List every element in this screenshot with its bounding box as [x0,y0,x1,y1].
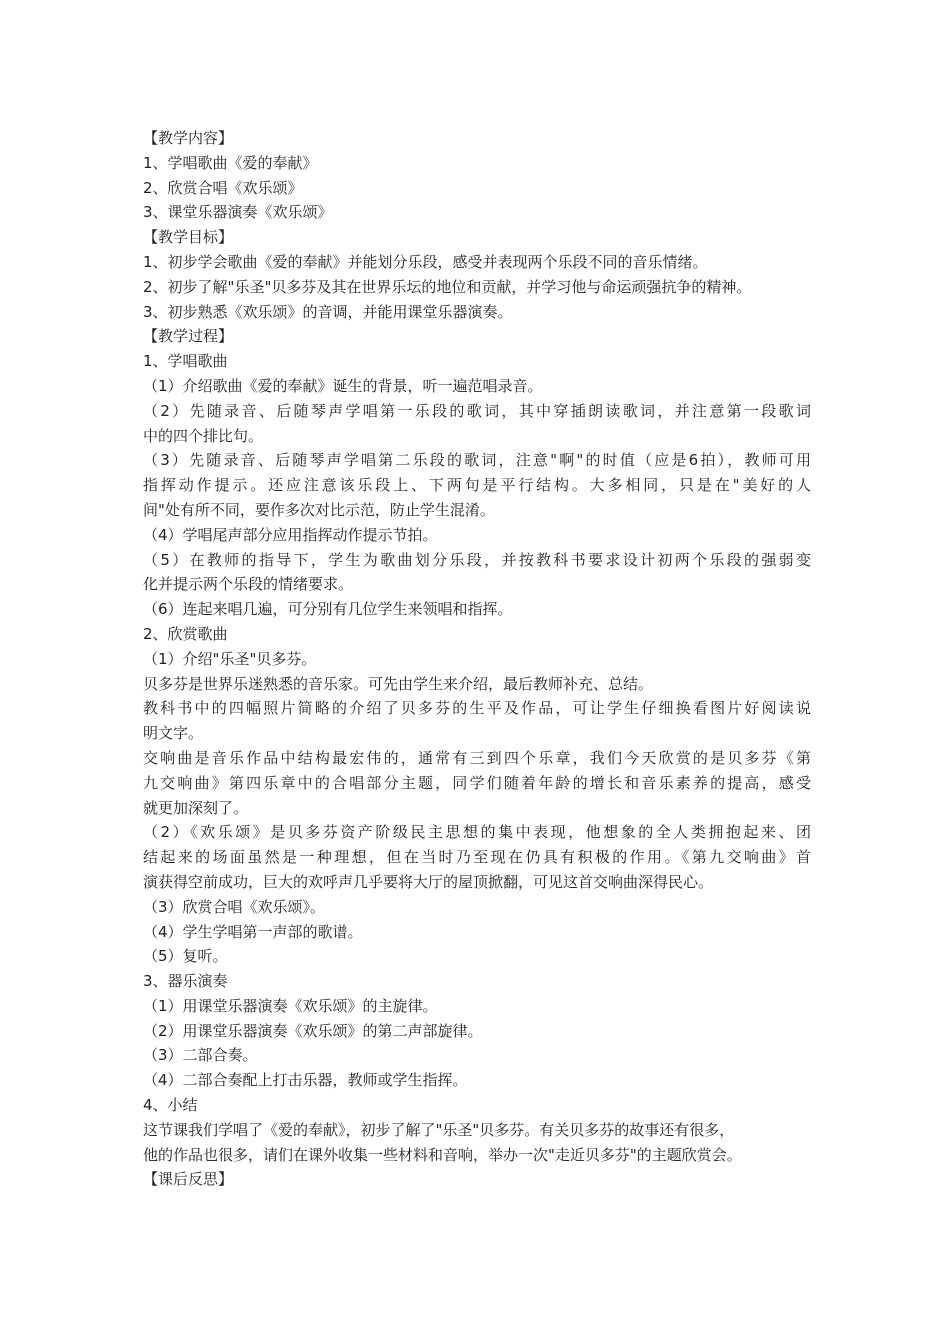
text-line: 3、初步熟悉《欢乐颂》的音调，并能用课堂乐器演奏。 [143,302,513,321]
text-line: 演获得空前成功，巨大的欢呼声几乎要将大厅的屋顶掀翻，可见这首交响曲深得民心。 [143,872,714,891]
text-line: 九交响曲》第四乐章中的合唱部分主题，同学们随着年龄的增长和音乐素养的提高，感受 [143,773,811,792]
text-line: 1、学唱歌曲《爱的奉献》 [143,153,318,172]
text-line: 【教学过程】 [143,327,234,346]
text-line: 3、课堂乐器演奏《欢乐颂》 [143,203,333,222]
text-line: 2、欣赏合唱《欢乐颂》 [143,178,303,197]
text-line: 中的四个排比句。 [143,426,264,445]
text-line: （5）在教师的指导下，学生为歌曲划分乐段，并按教科书要求设计初两个乐段的强弱变 [143,550,811,569]
text-line: 3、器乐演奏 [143,972,228,991]
text-line: 贝多芬是世界乐迷熟悉的音乐家。可先由学生来介绍，最后教师补充、总结。 [143,674,654,693]
text-line: 就更加深刻了。 [143,798,249,817]
text-line: 间"处有所不同，要作多次对比示范，防止学生混淆。 [143,500,495,519]
text-line: （3）欣赏合唱《欢乐颂》。 [143,897,326,916]
text-line: （1）介绍"乐圣"贝多芬。 [143,649,317,668]
text-line: 【教学目标】 [143,228,234,247]
text-line: （2）用课堂乐器演奏《欢乐颂》的第二声部旋律。 [143,1021,483,1040]
text-line: 结起来的场面虽然是一种理想，但在当时乃至现在仍具有积极的作用。《第九交响曲》首 [143,848,811,867]
text-line: 1、初步学会歌曲《爱的奉献》并能划分乐段，感受并表现两个乐段不同的音乐情绪。 [143,252,708,271]
text-line: （2）先随录音、后随琴声学唱第一乐段的歌词，其中穿插朗读歌词，并注意第一段歌词 [143,401,811,420]
text-line: 指挥动作提示。还应注意该乐段上、下两句是平行结构。大多相同，只是在"美好的人 [143,476,811,495]
text-line: （4）学唱尾声部分应用指挥动作提示节拍。 [143,525,438,544]
text-line: 1、学唱歌曲 [143,352,228,371]
text-line: 教科书中的四幅照片简略的介绍了贝多芬的生平及作品，可让学生仔细换看图片好阅读说 [143,699,811,718]
text-line: 他的作品也很多，请们在课外收集一些材料和音响，举办一次"走近贝多芬"的主题欣赏会。 [143,1145,742,1164]
text-line: （4）二部合奏配上打击乐器，教师或学生指挥。 [143,1071,468,1090]
text-line: （2）《欢乐颂》是贝多芬资产阶级民主思想的集中表现，他想象的全人类拥抱起来、团 [143,823,811,842]
text-line: （1）用课堂乐器演奏《欢乐颂》的主旋律。 [143,996,438,1015]
text-line: 【课后反思】 [143,1170,234,1189]
text-line: （5）复听。 [143,947,228,966]
text-line: 化并提示两个乐段的情绪要求。 [143,575,354,594]
text-line: （4）学生学唱第一声部的歌谱。 [143,922,363,941]
text-line: （3）二部合奏。 [143,1046,258,1065]
text-line: 【教学内容】 [143,129,234,147]
text-line: 交响曲是音乐作品中结构最宏伟的，通常有三到四个乐章，我们今天欣赏的是贝多芬《第 [143,748,811,767]
text-line: （3）先随录音、后随琴声学唱第二乐段的歌词，注意"啊"的时值（应是6拍），教师可用 [143,451,811,470]
text-line: 这节课我们学唱了《爱的奉献》，初步了解了"乐圣"贝多芬。有关贝多芬的故事还有很多， [143,1120,735,1139]
text-line: 明文字。 [143,724,204,743]
text-line: （1）介绍歌曲《爱的奉献》诞生的背景，听一遍范唱录音。 [143,376,543,395]
document-body [143,126,811,1192]
text-line: 2、欣赏歌曲 [143,624,228,643]
text-line: 2、初步了解"乐圣"贝多芬及其在世界乐坛的地位和贡献，并学习他与命运顽强抗争的精神。 [143,277,752,296]
text-line: 4、小结 [143,1096,198,1115]
text-line: （6）连起来唱几遍，可分别有几位学生来领唱和指挥。 [143,600,513,619]
